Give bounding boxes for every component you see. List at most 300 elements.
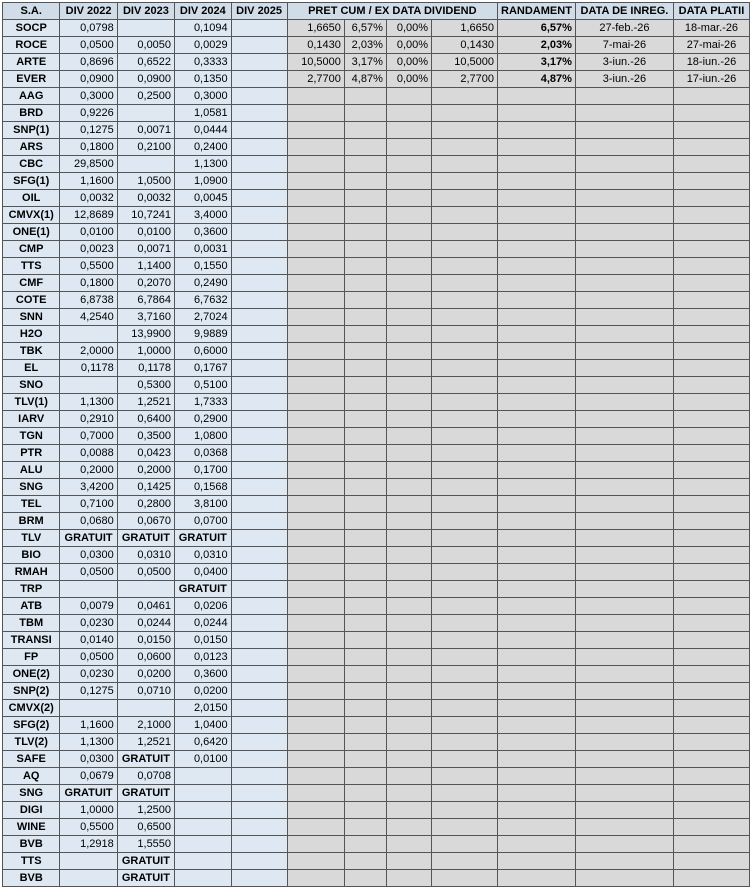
yield-ex-cell[interactable] — [386, 258, 431, 275]
data-platii-cell[interactable] — [673, 428, 749, 445]
yield-cum-cell[interactable]: 3,17% — [344, 54, 386, 71]
div-2022-cell[interactable]: 0,0079 — [60, 598, 117, 615]
data-platii-cell[interactable] — [673, 496, 749, 513]
div-2023-cell[interactable]: 1,0000 — [117, 343, 174, 360]
div-2023-cell[interactable]: 0,0461 — [117, 598, 174, 615]
data-inreg-cell[interactable] — [575, 275, 673, 292]
div-2022-cell[interactable]: 0,7000 — [60, 428, 117, 445]
div-2023-cell[interactable]: 0,0050 — [117, 37, 174, 54]
yield-cum-cell[interactable] — [344, 700, 386, 717]
yield-ex-cell[interactable] — [386, 853, 431, 870]
div-2023-cell[interactable]: 0,0244 — [117, 615, 174, 632]
data-platii-cell[interactable] — [673, 190, 749, 207]
randament-cell[interactable] — [498, 751, 576, 768]
div-2022-cell[interactable]: 0,0032 — [60, 190, 117, 207]
div-2023-cell[interactable]: 0,0900 — [117, 71, 174, 88]
data-inreg-cell[interactable]: 27-feb.-26 — [575, 20, 673, 37]
company-cell[interactable]: CMF — [3, 275, 60, 292]
yield-ex-cell[interactable] — [386, 615, 431, 632]
div-2025-cell[interactable] — [231, 615, 287, 632]
pret-ex-cell[interactable] — [432, 411, 498, 428]
div-2024-cell[interactable] — [175, 802, 232, 819]
div-2025-cell[interactable] — [231, 870, 287, 887]
div-2023-cell[interactable]: 0,6522 — [117, 54, 174, 71]
yield-ex-cell[interactable] — [386, 547, 431, 564]
div-2022-cell[interactable]: GRATUIT — [60, 785, 117, 802]
pret-cum-cell[interactable] — [287, 598, 344, 615]
data-inreg-cell[interactable] — [575, 258, 673, 275]
div-2022-cell[interactable]: 0,5500 — [60, 258, 117, 275]
data-platii-cell[interactable] — [673, 853, 749, 870]
company-cell[interactable]: TRP — [3, 581, 60, 598]
yield-ex-cell[interactable] — [386, 156, 431, 173]
div-2022-cell[interactable]: 0,0500 — [60, 564, 117, 581]
div-2022-cell[interactable] — [60, 870, 117, 887]
div-2025-cell[interactable] — [231, 802, 287, 819]
data-platii-cell[interactable] — [673, 445, 749, 462]
div-2024-cell[interactable]: 0,0031 — [175, 241, 232, 258]
company-cell[interactable]: SNG — [3, 479, 60, 496]
data-platii-cell[interactable] — [673, 258, 749, 275]
yield-ex-cell[interactable] — [386, 394, 431, 411]
data-inreg-cell[interactable]: 3-iun.-26 — [575, 71, 673, 88]
div-2023-cell[interactable]: 0,0500 — [117, 564, 174, 581]
data-inreg-cell[interactable] — [575, 428, 673, 445]
div-2025-cell[interactable] — [231, 173, 287, 190]
pret-ex-cell[interactable] — [432, 496, 498, 513]
data-inreg-cell[interactable] — [575, 326, 673, 343]
div-2022-cell[interactable]: 0,0100 — [60, 224, 117, 241]
div-2025-cell[interactable] — [231, 751, 287, 768]
div-2024-cell[interactable]: 0,1700 — [175, 462, 232, 479]
pret-ex-cell[interactable] — [432, 666, 498, 683]
pret-cum-cell[interactable] — [287, 751, 344, 768]
yield-cum-cell[interactable] — [344, 445, 386, 462]
pret-ex-cell[interactable] — [432, 734, 498, 751]
data-inreg-cell[interactable] — [575, 700, 673, 717]
header-div-2025[interactable]: DIV 2025 — [231, 3, 287, 20]
pret-cum-cell[interactable] — [287, 632, 344, 649]
pret-ex-cell[interactable]: 10,5000 — [432, 54, 498, 71]
div-2022-cell[interactable]: 0,0500 — [60, 649, 117, 666]
pret-ex-cell[interactable] — [432, 88, 498, 105]
data-inreg-cell[interactable] — [575, 122, 673, 139]
div-2025-cell[interactable] — [231, 241, 287, 258]
pret-cum-cell[interactable]: 1,6650 — [287, 20, 344, 37]
pret-ex-cell[interactable] — [432, 632, 498, 649]
pret-ex-cell[interactable] — [432, 513, 498, 530]
randament-cell[interactable] — [498, 190, 576, 207]
company-cell[interactable]: TBK — [3, 343, 60, 360]
pret-ex-cell[interactable] — [432, 292, 498, 309]
data-platii-cell[interactable] — [673, 632, 749, 649]
pret-cum-cell[interactable] — [287, 853, 344, 870]
company-cell[interactable]: BVB — [3, 870, 60, 887]
div-2024-cell[interactable]: 0,3333 — [175, 54, 232, 71]
data-platii-cell[interactable] — [673, 700, 749, 717]
div-2023-cell[interactable]: 0,0423 — [117, 445, 174, 462]
div-2025-cell[interactable] — [231, 207, 287, 224]
randament-cell[interactable] — [498, 360, 576, 377]
randament-cell[interactable] — [498, 241, 576, 258]
company-cell[interactable]: SFG(2) — [3, 717, 60, 734]
data-inreg-cell[interactable] — [575, 411, 673, 428]
div-2025-cell[interactable] — [231, 377, 287, 394]
yield-cum-cell[interactable] — [344, 564, 386, 581]
pret-ex-cell[interactable] — [432, 649, 498, 666]
pret-cum-cell[interactable] — [287, 615, 344, 632]
div-2022-cell[interactable]: 0,0023 — [60, 241, 117, 258]
pret-cum-cell[interactable] — [287, 224, 344, 241]
div-2024-cell[interactable]: 3,4000 — [175, 207, 232, 224]
data-inreg-cell[interactable] — [575, 581, 673, 598]
pret-ex-cell[interactable] — [432, 581, 498, 598]
div-2025-cell[interactable] — [231, 37, 287, 54]
yield-ex-cell[interactable] — [386, 428, 431, 445]
pret-ex-cell[interactable] — [432, 428, 498, 445]
yield-ex-cell[interactable] — [386, 445, 431, 462]
div-2022-cell[interactable]: GRATUIT — [60, 530, 117, 547]
pret-ex-cell[interactable] — [432, 751, 498, 768]
data-inreg-cell[interactable] — [575, 615, 673, 632]
header-pret-cum-ex[interactable]: PRET CUM / EX DATA DIVIDEND — [287, 3, 497, 20]
company-cell[interactable]: SAFE — [3, 751, 60, 768]
company-cell[interactable]: EL — [3, 360, 60, 377]
div-2023-cell[interactable] — [117, 581, 174, 598]
yield-cum-cell[interactable] — [344, 428, 386, 445]
yield-cum-cell[interactable]: 4,87% — [344, 71, 386, 88]
div-2023-cell[interactable] — [117, 20, 174, 37]
div-2022-cell[interactable]: 0,8696 — [60, 54, 117, 71]
div-2024-cell[interactable]: GRATUIT — [175, 581, 232, 598]
header-randament[interactable]: RANDAMENT — [498, 3, 576, 20]
div-2025-cell[interactable] — [231, 632, 287, 649]
div-2024-cell[interactable]: 1,0900 — [175, 173, 232, 190]
yield-ex-cell[interactable] — [386, 139, 431, 156]
company-cell[interactable]: SNP(2) — [3, 683, 60, 700]
company-cell[interactable]: SNG — [3, 785, 60, 802]
yield-ex-cell[interactable] — [386, 802, 431, 819]
pret-cum-cell[interactable] — [287, 258, 344, 275]
div-2024-cell[interactable]: 0,0100 — [175, 751, 232, 768]
yield-ex-cell[interactable] — [386, 734, 431, 751]
div-2022-cell[interactable]: 0,1275 — [60, 122, 117, 139]
header-div-2023[interactable]: DIV 2023 — [117, 3, 174, 20]
yield-ex-cell[interactable] — [386, 88, 431, 105]
data-inreg-cell[interactable] — [575, 343, 673, 360]
randament-cell[interactable] — [498, 802, 576, 819]
pret-ex-cell[interactable]: 0,1430 — [432, 37, 498, 54]
div-2022-cell[interactable]: 0,0300 — [60, 751, 117, 768]
data-inreg-cell[interactable] — [575, 241, 673, 258]
div-2024-cell[interactable]: 0,1568 — [175, 479, 232, 496]
yield-cum-cell[interactable] — [344, 156, 386, 173]
data-inreg-cell[interactable] — [575, 513, 673, 530]
yield-cum-cell[interactable] — [344, 581, 386, 598]
data-inreg-cell[interactable] — [575, 394, 673, 411]
pret-ex-cell[interactable]: 1,6650 — [432, 20, 498, 37]
data-inreg-cell[interactable] — [575, 836, 673, 853]
div-2023-cell[interactable]: 2,1000 — [117, 717, 174, 734]
data-inreg-cell[interactable] — [575, 309, 673, 326]
yield-cum-cell[interactable] — [344, 717, 386, 734]
div-2023-cell[interactable]: 0,2500 — [117, 88, 174, 105]
pret-cum-cell[interactable] — [287, 785, 344, 802]
pret-cum-cell[interactable] — [287, 649, 344, 666]
pret-cum-cell[interactable] — [287, 190, 344, 207]
data-platii-cell[interactable] — [673, 717, 749, 734]
yield-cum-cell[interactable] — [344, 530, 386, 547]
data-platii-cell[interactable] — [673, 819, 749, 836]
div-2024-cell[interactable]: 6,7632 — [175, 292, 232, 309]
div-2022-cell[interactable]: 0,0680 — [60, 513, 117, 530]
yield-cum-cell[interactable] — [344, 819, 386, 836]
randament-cell[interactable] — [498, 615, 576, 632]
div-2024-cell[interactable]: 0,3600 — [175, 224, 232, 241]
data-inreg-cell[interactable] — [575, 462, 673, 479]
company-cell[interactable]: TLV — [3, 530, 60, 547]
div-2023-cell[interactable]: 1,1400 — [117, 258, 174, 275]
pret-ex-cell[interactable] — [432, 377, 498, 394]
pret-cum-cell[interactable]: 10,5000 — [287, 54, 344, 71]
div-2024-cell[interactable] — [175, 870, 232, 887]
randament-cell[interactable] — [498, 292, 576, 309]
div-2023-cell[interactable]: 0,0100 — [117, 224, 174, 241]
yield-cum-cell[interactable] — [344, 802, 386, 819]
yield-cum-cell[interactable] — [344, 139, 386, 156]
data-inreg-cell[interactable]: 3-iun.-26 — [575, 54, 673, 71]
header-div-2024[interactable]: DIV 2024 — [175, 3, 232, 20]
data-inreg-cell[interactable] — [575, 224, 673, 241]
div-2023-cell[interactable]: 0,0670 — [117, 513, 174, 530]
div-2024-cell[interactable]: 0,0150 — [175, 632, 232, 649]
pret-ex-cell[interactable] — [432, 717, 498, 734]
yield-ex-cell[interactable] — [386, 173, 431, 190]
company-cell[interactable]: SNP(1) — [3, 122, 60, 139]
data-inreg-cell[interactable] — [575, 649, 673, 666]
div-2022-cell[interactable]: 0,3000 — [60, 88, 117, 105]
randament-cell[interactable] — [498, 564, 576, 581]
data-platii-cell[interactable] — [673, 666, 749, 683]
data-inreg-cell[interactable] — [575, 445, 673, 462]
pret-cum-cell[interactable] — [287, 836, 344, 853]
company-cell[interactable]: TGN — [3, 428, 60, 445]
div-2023-cell[interactable]: 1,5550 — [117, 836, 174, 853]
div-2025-cell[interactable] — [231, 258, 287, 275]
div-2023-cell[interactable]: 1,2521 — [117, 394, 174, 411]
yield-cum-cell[interactable] — [344, 751, 386, 768]
yield-cum-cell[interactable] — [344, 360, 386, 377]
div-2025-cell[interactable] — [231, 462, 287, 479]
yield-cum-cell[interactable] — [344, 377, 386, 394]
pret-ex-cell[interactable] — [432, 683, 498, 700]
yield-ex-cell[interactable] — [386, 122, 431, 139]
div-2025-cell[interactable] — [231, 547, 287, 564]
randament-cell[interactable] — [498, 530, 576, 547]
pret-cum-cell[interactable] — [287, 173, 344, 190]
yield-ex-cell[interactable] — [386, 751, 431, 768]
div-2025-cell[interactable] — [231, 683, 287, 700]
data-platii-cell[interactable] — [673, 122, 749, 139]
yield-ex-cell[interactable]: 0,00% — [386, 20, 431, 37]
yield-cum-cell[interactable] — [344, 122, 386, 139]
company-cell[interactable]: TTS — [3, 853, 60, 870]
div-2024-cell[interactable]: 0,5100 — [175, 377, 232, 394]
div-2024-cell[interactable]: 0,0029 — [175, 37, 232, 54]
div-2023-cell[interactable]: 6,7864 — [117, 292, 174, 309]
data-platii-cell[interactable] — [673, 802, 749, 819]
randament-cell[interactable] — [498, 479, 576, 496]
div-2024-cell[interactable]: 0,2900 — [175, 411, 232, 428]
div-2025-cell[interactable] — [231, 394, 287, 411]
div-2024-cell[interactable]: 2,0150 — [175, 700, 232, 717]
div-2023-cell[interactable]: 0,0600 — [117, 649, 174, 666]
data-platii-cell[interactable] — [673, 156, 749, 173]
company-cell[interactable]: TRANSI — [3, 632, 60, 649]
data-platii-cell[interactable] — [673, 615, 749, 632]
company-cell[interactable]: CMP — [3, 241, 60, 258]
yield-ex-cell[interactable] — [386, 207, 431, 224]
yield-ex-cell[interactable] — [386, 326, 431, 343]
pret-cum-cell[interactable] — [287, 411, 344, 428]
yield-ex-cell[interactable] — [386, 632, 431, 649]
randament-cell[interactable] — [498, 173, 576, 190]
pret-ex-cell[interactable] — [432, 258, 498, 275]
div-2025-cell[interactable] — [231, 54, 287, 71]
pret-ex-cell[interactable] — [432, 547, 498, 564]
randament-cell[interactable] — [498, 445, 576, 462]
div-2025-cell[interactable] — [231, 122, 287, 139]
randament-cell[interactable] — [498, 224, 576, 241]
div-2024-cell[interactable]: 3,8100 — [175, 496, 232, 513]
data-platii-cell[interactable] — [673, 173, 749, 190]
yield-ex-cell[interactable] — [386, 819, 431, 836]
data-inreg-cell[interactable] — [575, 802, 673, 819]
div-2022-cell[interactable]: 0,9226 — [60, 105, 117, 122]
pret-ex-cell[interactable] — [432, 853, 498, 870]
data-inreg-cell[interactable] — [575, 853, 673, 870]
pret-cum-cell[interactable] — [287, 819, 344, 836]
div-2025-cell[interactable] — [231, 530, 287, 547]
div-2025-cell[interactable] — [231, 666, 287, 683]
data-inreg-cell[interactable] — [575, 632, 673, 649]
div-2022-cell[interactable]: 0,2000 — [60, 462, 117, 479]
company-cell[interactable]: H2O — [3, 326, 60, 343]
div-2022-cell[interactable]: 0,5500 — [60, 819, 117, 836]
randament-cell[interactable] — [498, 700, 576, 717]
data-platii-cell[interactable] — [673, 649, 749, 666]
pret-cum-cell[interactable] — [287, 717, 344, 734]
pret-ex-cell[interactable] — [432, 343, 498, 360]
pret-ex-cell[interactable] — [432, 139, 498, 156]
div-2025-cell[interactable] — [231, 564, 287, 581]
div-2024-cell[interactable]: 0,0368 — [175, 445, 232, 462]
div-2025-cell[interactable] — [231, 309, 287, 326]
pret-ex-cell[interactable] — [432, 870, 498, 887]
div-2022-cell[interactable]: 4,2540 — [60, 309, 117, 326]
randament-cell[interactable] — [498, 343, 576, 360]
data-inreg-cell[interactable]: 7-mai-26 — [575, 37, 673, 54]
data-platii-cell[interactable] — [673, 275, 749, 292]
data-inreg-cell[interactable] — [575, 190, 673, 207]
data-inreg-cell[interactable] — [575, 785, 673, 802]
randament-cell[interactable] — [498, 513, 576, 530]
div-2024-cell[interactable]: 0,1350 — [175, 71, 232, 88]
randament-cell[interactable] — [498, 717, 576, 734]
div-2025-cell[interactable] — [231, 717, 287, 734]
randament-cell[interactable] — [498, 683, 576, 700]
pret-ex-cell[interactable]: 2,7700 — [432, 71, 498, 88]
data-platii-cell[interactable] — [673, 292, 749, 309]
div-2025-cell[interactable] — [231, 224, 287, 241]
pret-ex-cell[interactable] — [432, 122, 498, 139]
company-cell[interactable]: ALU — [3, 462, 60, 479]
div-2022-cell[interactable]: 0,1178 — [60, 360, 117, 377]
div-2022-cell[interactable] — [60, 326, 117, 343]
div-2024-cell[interactable]: 0,0444 — [175, 122, 232, 139]
div-2023-cell[interactable]: 0,0710 — [117, 683, 174, 700]
div-2023-cell[interactable]: 0,1425 — [117, 479, 174, 496]
div-2023-cell[interactable]: GRATUIT — [117, 870, 174, 887]
div-2024-cell[interactable]: 0,1767 — [175, 360, 232, 377]
div-2023-cell[interactable]: 0,0032 — [117, 190, 174, 207]
company-cell[interactable]: RMAH — [3, 564, 60, 581]
yield-ex-cell[interactable] — [386, 241, 431, 258]
company-cell[interactable]: ARTE — [3, 54, 60, 71]
div-2024-cell[interactable]: 0,0244 — [175, 615, 232, 632]
data-inreg-cell[interactable] — [575, 479, 673, 496]
company-cell[interactable]: TLV(2) — [3, 734, 60, 751]
data-platii-cell[interactable] — [673, 377, 749, 394]
div-2023-cell[interactable]: 0,2070 — [117, 275, 174, 292]
company-cell[interactable]: IARV — [3, 411, 60, 428]
pret-ex-cell[interactable] — [432, 819, 498, 836]
randament-cell[interactable] — [498, 632, 576, 649]
pret-cum-cell[interactable] — [287, 496, 344, 513]
div-2022-cell[interactable]: 0,0230 — [60, 615, 117, 632]
data-platii-cell[interactable] — [673, 530, 749, 547]
pret-cum-cell[interactable] — [287, 700, 344, 717]
yield-ex-cell[interactable]: 0,00% — [386, 54, 431, 71]
div-2024-cell[interactable]: 1,1300 — [175, 156, 232, 173]
div-2024-cell[interactable]: 0,0206 — [175, 598, 232, 615]
yield-ex-cell[interactable] — [386, 343, 431, 360]
div-2023-cell[interactable]: 10,7241 — [117, 207, 174, 224]
company-cell[interactable]: ATB — [3, 598, 60, 615]
yield-ex-cell[interactable] — [386, 870, 431, 887]
div-2024-cell[interactable] — [175, 836, 232, 853]
randament-cell[interactable]: 6,57% — [498, 20, 576, 37]
pret-ex-cell[interactable] — [432, 207, 498, 224]
pret-cum-cell[interactable] — [287, 666, 344, 683]
header-div-2022[interactable]: DIV 2022 — [60, 3, 117, 20]
div-2022-cell[interactable]: 0,2910 — [60, 411, 117, 428]
yield-ex-cell[interactable] — [386, 717, 431, 734]
data-inreg-cell[interactable] — [575, 717, 673, 734]
yield-cum-cell[interactable] — [344, 241, 386, 258]
yield-ex-cell[interactable]: 0,00% — [386, 37, 431, 54]
yield-cum-cell[interactable] — [344, 173, 386, 190]
yield-cum-cell[interactable] — [344, 292, 386, 309]
div-2025-cell[interactable] — [231, 496, 287, 513]
yield-ex-cell[interactable]: 0,00% — [386, 71, 431, 88]
pret-ex-cell[interactable] — [432, 700, 498, 717]
yield-cum-cell[interactable] — [344, 785, 386, 802]
div-2025-cell[interactable] — [231, 156, 287, 173]
yield-cum-cell[interactable] — [344, 326, 386, 343]
randament-cell[interactable] — [498, 581, 576, 598]
randament-cell[interactable] — [498, 734, 576, 751]
